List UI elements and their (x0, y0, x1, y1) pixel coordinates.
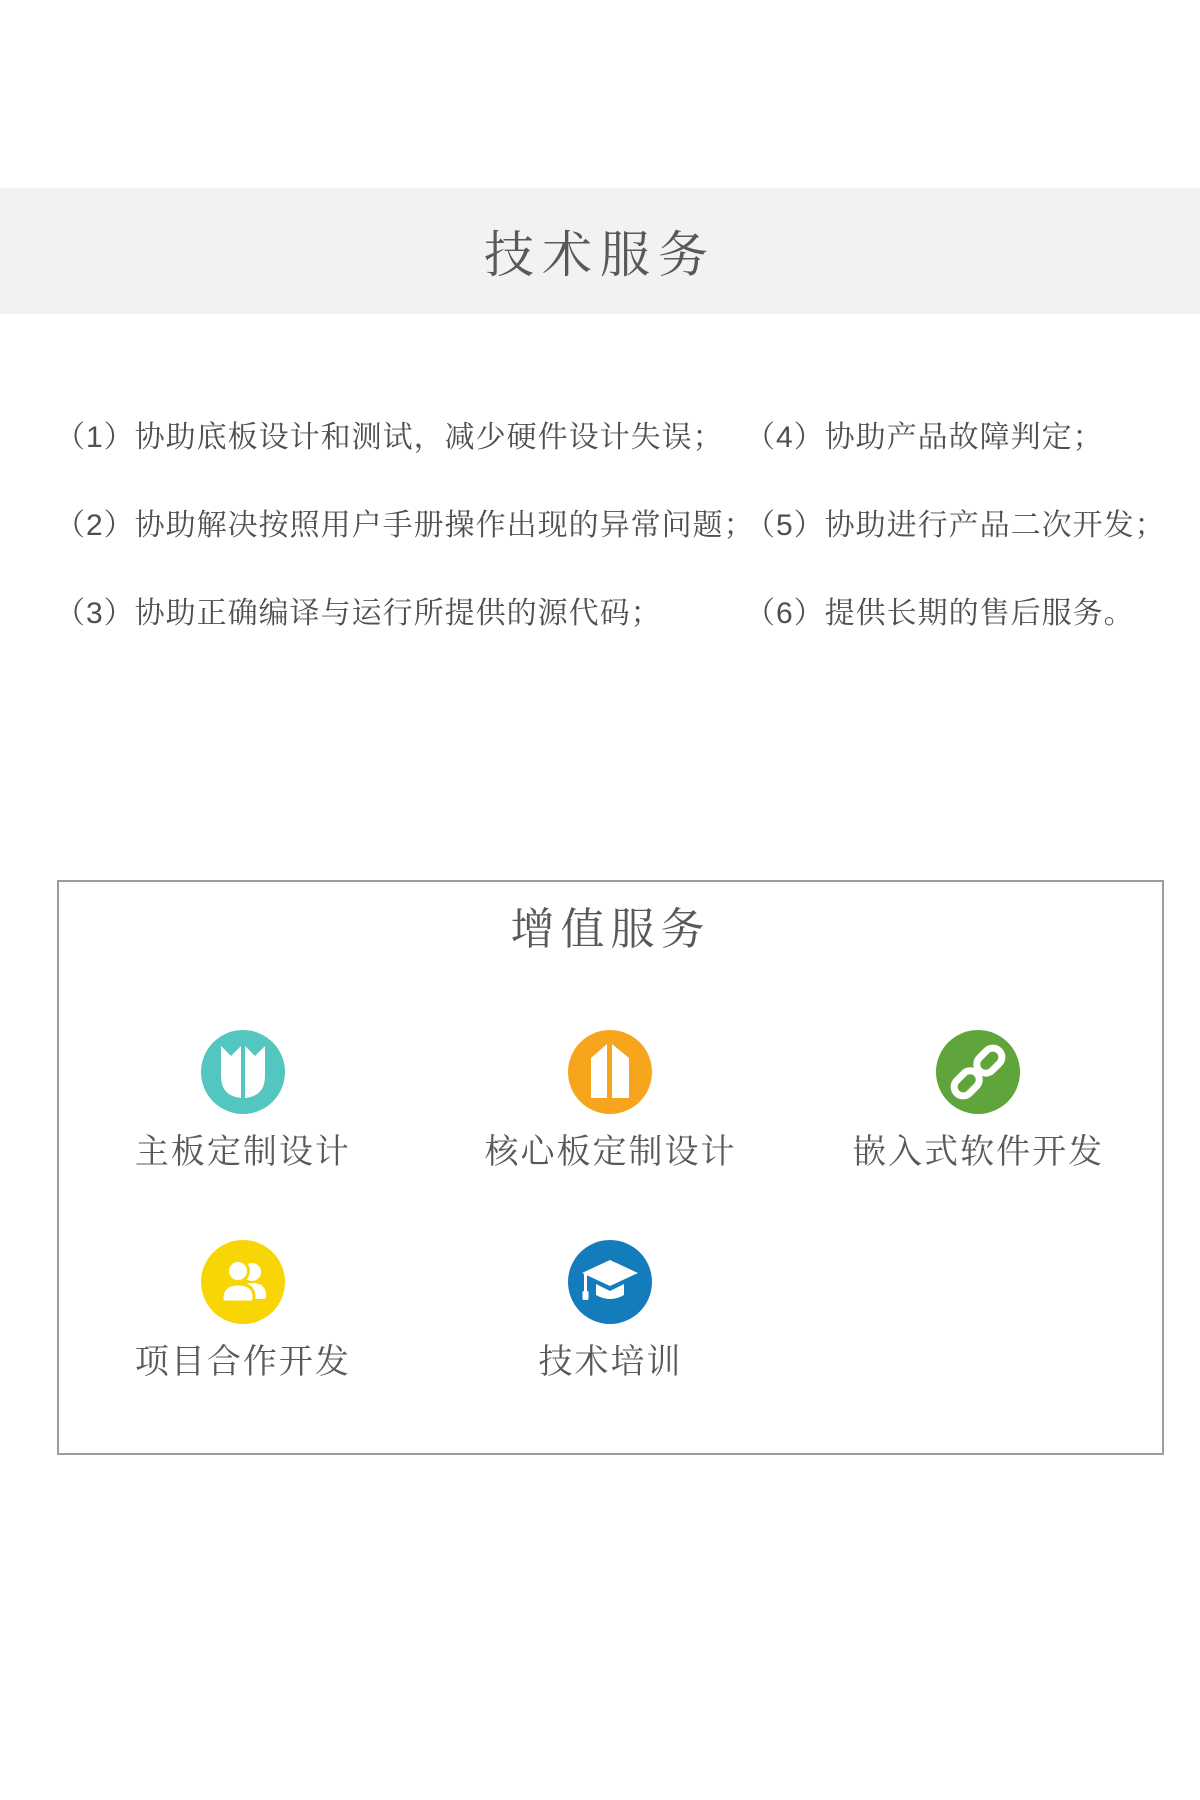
services-left-column (55, 418, 755, 634)
bookmark-icon (201, 1030, 285, 1114)
vas-item-mainboard-design (59, 1030, 427, 1172)
building-icon (568, 1030, 652, 1114)
service-item: （3）协助正确编译与运行所提供的源代码； (55, 597, 662, 630)
vas-item-label: 项目合作开发 (134, 1343, 351, 1381)
service-item: （5）协助进行产品二次开发； (745, 509, 1166, 542)
vas-item-coreboard-design (427, 1030, 795, 1172)
vas-row-1 (59, 1030, 1162, 1172)
service-item: （1）协助底板设计和测试，减少硬件设计失误； (55, 421, 724, 454)
graduation-cap-icon (568, 1240, 652, 1324)
vas-item-embedded-software (794, 1030, 1162, 1172)
vas-item-project-cooperation (59, 1240, 427, 1382)
tech-services-header-band (0, 188, 1200, 314)
vas-item-label: 主板定制设计 (134, 1133, 351, 1171)
tech-services-title: 技术服务 (484, 227, 716, 283)
vas-item-label: 嵌入式软件开发 (852, 1133, 1105, 1171)
value-added-services-box (57, 880, 1164, 1455)
tech-services-list (0, 314, 1200, 634)
value-added-services-title: 增值服务 (510, 905, 711, 954)
services-right-column (745, 418, 1200, 634)
vas-item-label: 技术培训 (538, 1343, 683, 1381)
vas-item-label: 核心板定制设计 (484, 1133, 737, 1171)
service-item: （4）协助产品故障判定； (745, 421, 1104, 454)
service-item: （2）协助解决按照用户手册操作出现的异常问题； (55, 509, 755, 542)
service-item: （6）提供长期的售后服务。 (745, 597, 1135, 630)
link-icon (936, 1030, 1020, 1114)
vas-item-technical-training (427, 1240, 795, 1382)
vas-row-2 (59, 1240, 1162, 1382)
team-icon (201, 1240, 285, 1324)
